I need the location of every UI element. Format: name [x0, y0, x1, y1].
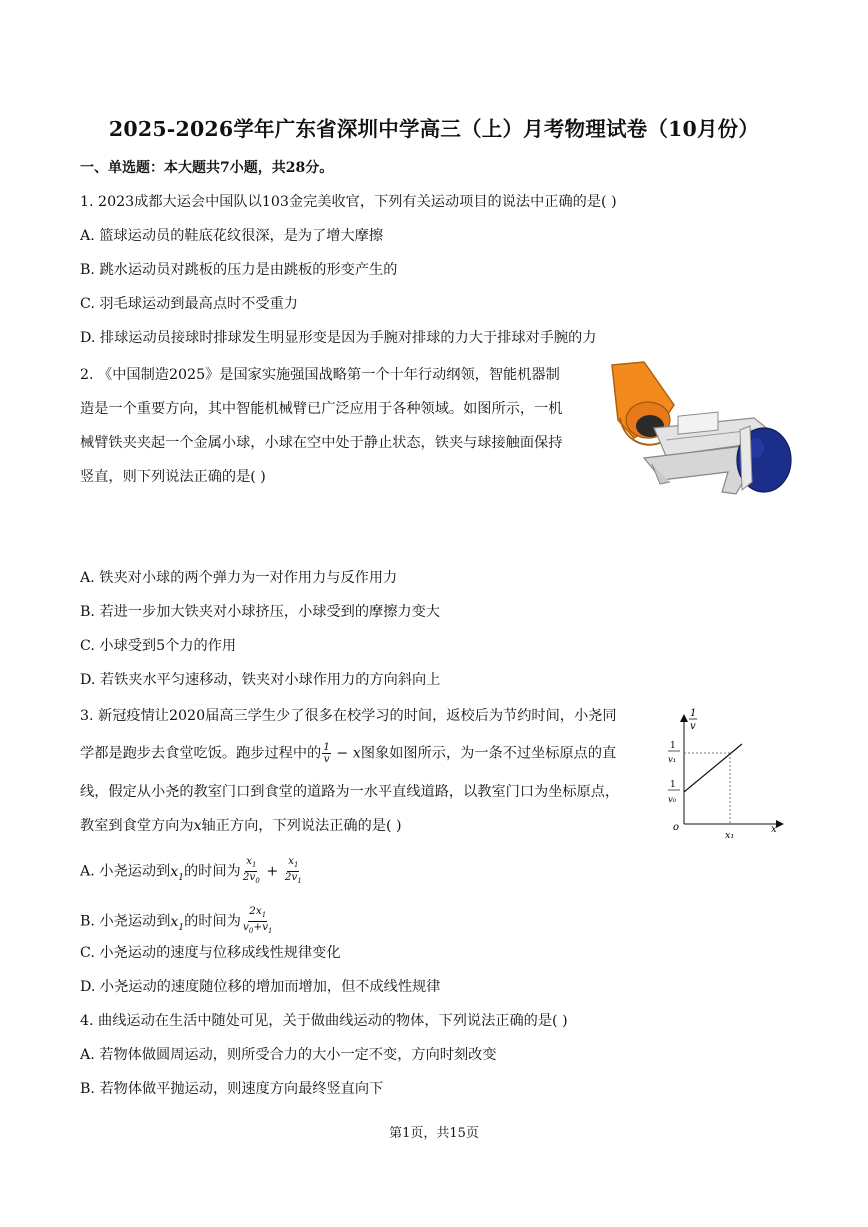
q2-option-b: B. 若进一步加大铁夹对小球挤压，小球受到的摩擦力变大	[80, 604, 440, 620]
q3-stem-line4-part1: 教室到食堂方向为	[80, 818, 194, 834]
graph-y-label-num: 1	[690, 708, 697, 719]
graph-tick-v0-num: 1	[670, 780, 676, 790]
q3-option-a-mid: 的时间为	[183, 863, 241, 880]
q3-inline-fraction: $\frac{1}{v}$	[323, 741, 330, 765]
q4-stem: 4. 曲线运动在生活中随处可见，关于做曲线运动的物体，下列说法正确的是( )	[80, 1013, 568, 1029]
q2-stem-line2: 造是一个重要方向，其中智能机械臂已广泛应用于各种领域。如图所示，一机	[80, 401, 563, 417]
q2-option-a: A. 铁夹对小球的两个弹力为一对作用力与反作用力	[80, 570, 398, 586]
section-heading-single-choice: 一、单选题：本大题共7小题，共28分。	[80, 160, 334, 176]
q3-option-c: C. 小尧运动的速度与位移成线性规律变化	[80, 945, 341, 961]
q2-stem-line3: 械臂铁夹夹起一个金属小球，小球在空中处于静止状态，铁夹与球接触面保持	[80, 435, 563, 451]
q3-option-a-prefix: A. 小尧运动到	[80, 863, 171, 880]
q3-stem-line2: 学都是跑步去食堂吃饭。跑步过程中的 $\frac{1}{v}$ − x图象如图所示，为一条不过坐标原点的直	[80, 741, 617, 765]
q3-inverse-velocity-graph	[662, 706, 786, 844]
q3-option-a: A. 小尧运动到$x_1$的时间为 $\frac{x_1}{2v_0}$ + $\frac{x_1}{2v_1}$	[80, 855, 302, 886]
graph-origin-label: o	[673, 822, 680, 833]
graph-x1-tick: x₁	[725, 830, 735, 841]
q3-stem-line4-part2: 轴正方向，下列说法正确的是( )	[201, 818, 402, 834]
graph-tick-v1-num: 1	[670, 741, 676, 751]
q1-option-b: B. 跳水运动员对跳板的压力是由跳板的形变产生的	[80, 262, 398, 278]
q1-option-a: A. 篮球运动员的鞋底花纹很深，是为了增大摩擦	[80, 228, 384, 244]
q1-stem: 1. 2023成都大运会中国队以103金完美收官，下列有关运动项目的说法中正确的是( )	[80, 194, 617, 210]
q3-option-b: B. 小尧运动到$x_1$的时间为 $\frac{2x_1}{v_0+v_1}$	[80, 905, 273, 936]
q4-option-b: B. 若物体做平抛运动，则速度方向最终竖直向下	[80, 1081, 384, 1097]
robot-arm-clamp-figure	[604, 360, 794, 505]
graph-x-label: x	[771, 824, 777, 835]
q2-stem-line4: 竖直，则下列说法正确的是( )	[80, 469, 266, 485]
q1-option-c: C. 羽毛球运动到最高点时不受重力	[80, 296, 298, 312]
page-footer: 第1页，共15页	[389, 1126, 479, 1141]
q3-option-d: D. 小尧运动的速度随位移的增加而增加，但不成线性规律	[80, 979, 441, 995]
q3-stem-line4: 教室到食堂方向为x轴正方向，下列说法正确的是( )	[80, 818, 402, 834]
q2-stem-line1: 2. 《中国制造2025》是国家实施强国战略第一个十年行动纲领，智能机器制	[80, 367, 560, 383]
q2-option-c: C. 小球受到5个力的作用	[80, 638, 237, 654]
q3-stem-line2-part2: 图象如图所示，为一条不过坐标原点的直	[360, 745, 617, 762]
q3-stem-line1: 3. 新冠疫情让2020届高三学生少了很多在校学习的时间，返校后为节约时间，小尧同	[80, 708, 617, 724]
q3-option-b-prefix: B. 小尧运动到	[80, 913, 171, 930]
q3-stem-line3: 线，假定从小尧的教室门口到食堂的道路为一水平直线道路，以教室门口为坐标原点，	[80, 784, 620, 800]
graph-tick-v0-den: v₀	[668, 795, 677, 805]
page-title: 2025-2026学年广东省深圳中学高三（上）月考物理试卷（10月份）	[108, 117, 760, 141]
q4-option-a: A. 若物体做圆周运动，则所受合力的大小一定不变，方向时刻改变	[80, 1047, 497, 1063]
q2-option-d: D. 若铁夹水平匀速移动，铁夹对小球作用力的方向斜向上	[80, 672, 441, 688]
graph-tick-v1-den: v₁	[668, 755, 677, 765]
q1-option-d: D. 排球运动员接球时排球发生明显形变是因为手腕对排球的力大于排球对手腕的力	[80, 330, 597, 346]
q3-option-b-mid: 的时间为	[184, 913, 241, 930]
graph-y-label-den: v	[690, 721, 696, 732]
q3-stem-line2-part1: 学都是跑步去食堂吃饭。跑步过程中的	[80, 745, 322, 762]
